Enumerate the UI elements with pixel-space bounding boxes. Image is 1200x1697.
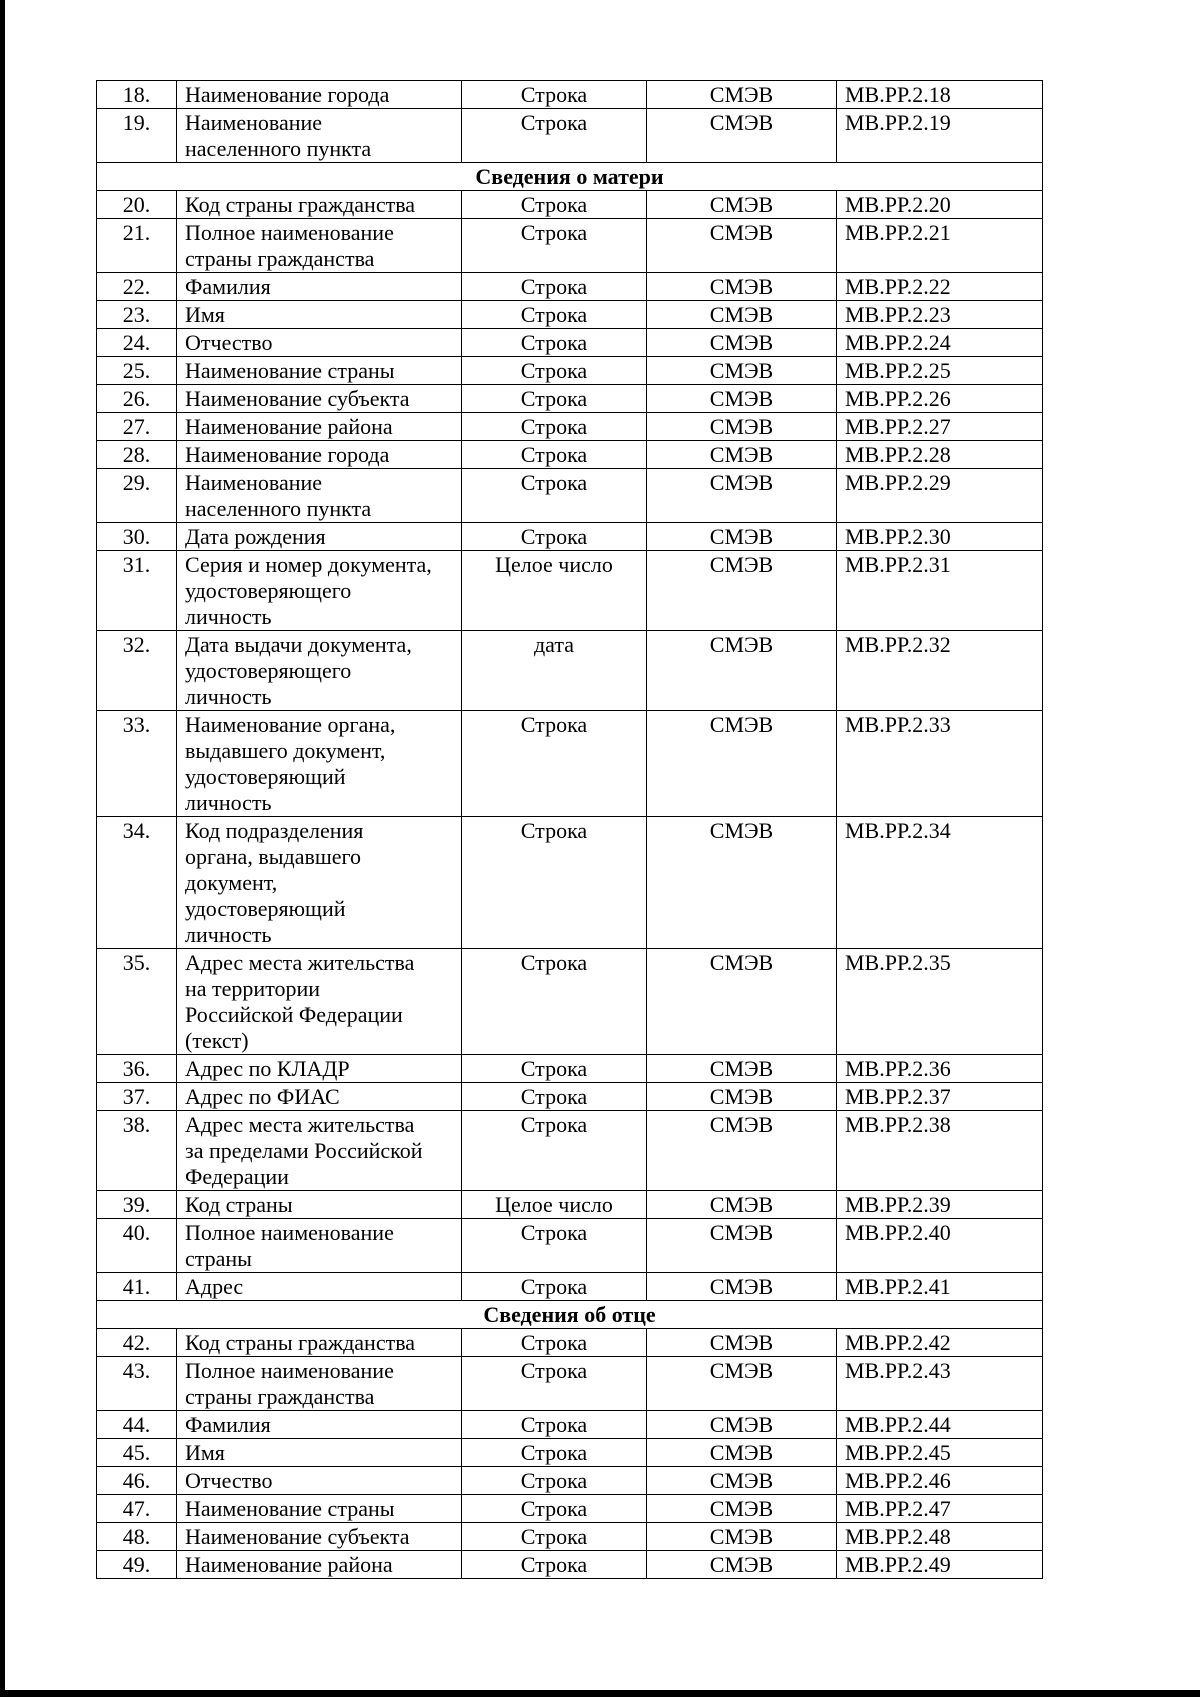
field-name-line: Федерации <box>185 1164 289 1189</box>
row-number-cell: 21. <box>97 219 177 273</box>
row-number-cell: 31. <box>97 551 177 631</box>
table-row <box>97 469 1043 523</box>
field-name-line: населенного пункта <box>185 136 372 161</box>
attribute-code-cell: MB.PP.2.27 <box>837 413 1043 441</box>
source-cell: СМЭВ <box>647 523 837 551</box>
attribute-code-cell: MB.PP.2.33 <box>837 711 1043 817</box>
data-type-cell: Строка <box>462 357 647 385</box>
scan-edge-left <box>0 0 5 1697</box>
data-type-cell: Целое число <box>462 1191 647 1219</box>
field-name-cell <box>177 1551 462 1579</box>
field-name-line: Наименование района <box>185 414 393 439</box>
row-number-cell: 34. <box>97 817 177 949</box>
field-name-line: документ, <box>185 870 278 895</box>
table-row <box>97 711 1043 817</box>
field-name-line: Наименование субъекта <box>185 1524 410 1549</box>
table-row <box>97 1439 1043 1467</box>
field-name-line: Наименование <box>185 110 323 135</box>
field-name-line: страны гражданства <box>185 1384 375 1409</box>
data-type-cell: Строка <box>462 219 647 273</box>
source-cell: СМЭВ <box>647 469 837 523</box>
row-number-cell: 46. <box>97 1467 177 1495</box>
table-row <box>97 1467 1043 1495</box>
attribute-code-cell: MB.PP.2.31 <box>837 551 1043 631</box>
table-row <box>97 631 1043 711</box>
data-type-cell: Целое число <box>462 551 647 631</box>
attribute-code-cell: MB.PP.2.29 <box>837 469 1043 523</box>
row-number-cell: 35. <box>97 949 177 1055</box>
row-number-cell: 30. <box>97 523 177 551</box>
attribute-code-cell: MB.PP.2.19 <box>837 109 1043 163</box>
data-type-cell: Строка <box>462 1523 647 1551</box>
attribute-code-cell: MB.PP.2.48 <box>837 1523 1043 1551</box>
data-type-cell: Строка <box>462 273 647 301</box>
field-name-cell <box>177 1191 462 1219</box>
source-cell: СМЭВ <box>647 301 837 329</box>
source-cell: СМЭВ <box>647 1329 837 1357</box>
field-name-cell <box>177 817 462 949</box>
source-cell: СМЭВ <box>647 1467 837 1495</box>
field-name-line: Наименование района <box>185 1552 393 1577</box>
attribute-code-cell: MB.PP.2.47 <box>837 1495 1043 1523</box>
attribute-code-cell: MB.PP.2.43 <box>837 1357 1043 1411</box>
row-number-cell: 27. <box>97 413 177 441</box>
source-cell: СМЭВ <box>647 329 837 357</box>
attribute-code-cell: MB.PP.2.35 <box>837 949 1043 1055</box>
row-number-cell: 49. <box>97 1551 177 1579</box>
field-name-cell <box>177 1523 462 1551</box>
data-type-cell: Строка <box>462 1495 647 1523</box>
row-number-cell: 26. <box>97 385 177 413</box>
field-name-cell <box>177 711 462 817</box>
field-name-line: Фамилия <box>185 1412 271 1437</box>
table-row <box>97 817 1043 949</box>
data-type-cell: Строка <box>462 1439 647 1467</box>
field-name-line: страны гражданства <box>185 246 375 271</box>
field-name-line: на территории <box>185 976 321 1001</box>
data-type-cell: Строка <box>462 949 647 1055</box>
row-number-cell: 40. <box>97 1219 177 1273</box>
row-number-cell: 23. <box>97 301 177 329</box>
data-type-cell: Строка <box>462 1551 647 1579</box>
data-type-cell: Строка <box>462 1083 647 1111</box>
data-type-cell: Строка <box>462 81 647 109</box>
field-name-cell <box>177 1055 462 1083</box>
field-name-line: Наименование страны <box>185 358 395 383</box>
table-row <box>97 1329 1043 1357</box>
field-name-line: Наименование города <box>185 442 390 467</box>
field-name-cell <box>177 357 462 385</box>
field-name-line: удостоверяющего <box>185 578 352 603</box>
field-name-cell <box>177 1357 462 1411</box>
field-name-line: личность <box>185 684 272 709</box>
table-row <box>97 1357 1043 1411</box>
field-name-line: Дата выдачи документа, <box>185 632 412 657</box>
attribute-code-cell: MB.PP.2.49 <box>837 1551 1043 1579</box>
data-type-cell: Строка <box>462 817 647 949</box>
attribute-code-cell: MB.PP.2.24 <box>837 329 1043 357</box>
field-name-cell <box>177 1111 462 1191</box>
source-cell: СМЭВ <box>647 1083 837 1111</box>
row-number-cell: 37. <box>97 1083 177 1111</box>
source-cell: СМЭВ <box>647 1219 837 1273</box>
source-cell: СМЭВ <box>647 1411 837 1439</box>
row-number-cell: 48. <box>97 1523 177 1551</box>
field-name-line: Полное наименование <box>185 1220 394 1245</box>
field-name-cell <box>177 1439 462 1467</box>
source-cell: СМЭВ <box>647 1357 837 1411</box>
data-type-cell: Строка <box>462 301 647 329</box>
field-name-cell <box>177 1495 462 1523</box>
source-cell: СМЭВ <box>647 1439 837 1467</box>
data-type-cell: дата <box>462 631 647 711</box>
scan-edge-bottom <box>0 1690 1200 1697</box>
table-row <box>97 1055 1043 1083</box>
row-number-cell: 19. <box>97 109 177 163</box>
field-name-line: Адрес <box>185 1274 244 1299</box>
data-type-cell: Строка <box>462 109 647 163</box>
row-number-cell: 33. <box>97 711 177 817</box>
field-name-line: личность <box>185 922 272 947</box>
row-number-cell: 47. <box>97 1495 177 1523</box>
table-row <box>97 329 1043 357</box>
field-name-line: Адрес места жительства <box>185 950 415 975</box>
field-name-cell <box>177 413 462 441</box>
field-name-cell <box>177 329 462 357</box>
source-cell: СМЭВ <box>647 441 837 469</box>
table-row <box>97 1273 1043 1301</box>
attribute-code-cell: MB.PP.2.44 <box>837 1411 1043 1439</box>
attribute-code-cell: MB.PP.2.45 <box>837 1439 1043 1467</box>
field-name-line: выдавшего документ, <box>185 738 386 763</box>
field-name-cell <box>177 551 462 631</box>
source-cell: СМЭВ <box>647 1551 837 1579</box>
field-name-line: Адрес по ФИАС <box>185 1084 340 1109</box>
field-name-cell <box>177 1411 462 1439</box>
attribute-code-cell: MB.PP.2.46 <box>837 1467 1043 1495</box>
field-name-line: Дата рождения <box>185 524 326 549</box>
field-name-line: Код страны <box>185 1192 293 1217</box>
attribute-code-cell: MB.PP.2.38 <box>837 1111 1043 1191</box>
table-row <box>97 441 1043 469</box>
field-name-line: Имя <box>185 302 225 327</box>
field-name-line: Полное наименование <box>185 220 394 245</box>
data-type-cell: Строка <box>462 329 647 357</box>
attribute-code-cell: MB.PP.2.30 <box>837 523 1043 551</box>
field-name-line: Код страны гражданства <box>185 1330 416 1355</box>
data-type-cell: Строка <box>462 191 647 219</box>
table-row <box>97 273 1043 301</box>
source-cell: СМЭВ <box>647 385 837 413</box>
table-row <box>97 109 1043 163</box>
row-number-cell: 43. <box>97 1357 177 1411</box>
attribute-code-cell: MB.PP.2.34 <box>837 817 1043 949</box>
source-cell: СМЭВ <box>647 109 837 163</box>
source-cell: СМЭВ <box>647 631 837 711</box>
table-row <box>97 1191 1043 1219</box>
attribute-code-cell: MB.PP.2.39 <box>837 1191 1043 1219</box>
field-name-line: Адрес места жительства <box>185 1112 415 1137</box>
field-name-cell <box>177 191 462 219</box>
attribute-code-cell: MB.PP.2.23 <box>837 301 1043 329</box>
data-type-cell: Строка <box>462 1329 647 1357</box>
section-heading: Сведения о матери <box>97 163 1043 191</box>
table-row <box>97 1111 1043 1191</box>
field-name-line: Наименование органа, <box>185 712 396 737</box>
data-type-cell: Строка <box>462 441 647 469</box>
field-name-cell <box>177 441 462 469</box>
attributes-table <box>96 80 1043 1579</box>
row-number-cell: 29. <box>97 469 177 523</box>
data-type-cell: Строка <box>462 1219 647 1273</box>
row-number-cell: 32. <box>97 631 177 711</box>
field-name-line: Наименование субъекта <box>185 386 410 411</box>
attribute-code-cell: MB.PP.2.20 <box>837 191 1043 219</box>
field-name-cell <box>177 81 462 109</box>
field-name-cell <box>177 109 462 163</box>
table-row <box>97 1523 1043 1551</box>
table-row <box>97 1411 1043 1439</box>
field-name-cell <box>177 1467 462 1495</box>
data-type-cell: Строка <box>462 413 647 441</box>
data-type-cell: Строка <box>462 1111 647 1191</box>
field-name-cell <box>177 1329 462 1357</box>
field-name-line: Код страны гражданства <box>185 192 416 217</box>
field-name-line: удостоверяющий <box>185 764 346 789</box>
data-type-cell: Строка <box>462 385 647 413</box>
field-name-line: Наименование страны <box>185 1496 395 1521</box>
row-number-cell: 24. <box>97 329 177 357</box>
row-number-cell: 41. <box>97 1273 177 1301</box>
field-name-line: Российской Федерации <box>185 1002 403 1027</box>
field-name-line: за пределами Российской <box>185 1138 423 1163</box>
field-name-line: Полное наименование <box>185 1358 394 1383</box>
attribute-code-cell: MB.PP.2.32 <box>837 631 1043 711</box>
attribute-code-cell: MB.PP.2.36 <box>837 1055 1043 1083</box>
data-type-cell: Строка <box>462 469 647 523</box>
section-header-row <box>97 1301 1043 1329</box>
table-row <box>97 81 1043 109</box>
data-type-cell: Строка <box>462 1357 647 1411</box>
attributes-table-body <box>97 81 1043 1579</box>
field-name-cell <box>177 523 462 551</box>
source-cell: СМЭВ <box>647 273 837 301</box>
attribute-code-cell: MB.PP.2.28 <box>837 441 1043 469</box>
table-row <box>97 1219 1043 1273</box>
source-cell: СМЭВ <box>647 551 837 631</box>
row-number-cell: 22. <box>97 273 177 301</box>
row-number-cell: 36. <box>97 1055 177 1083</box>
section-heading: Сведения об отце <box>97 1301 1043 1329</box>
document-page <box>96 80 1042 1579</box>
field-name-line: страны <box>185 1246 252 1271</box>
table-row <box>97 523 1043 551</box>
attribute-code-cell: MB.PP.2.21 <box>837 219 1043 273</box>
table-row <box>97 191 1043 219</box>
field-name-cell <box>177 469 462 523</box>
data-type-cell: Строка <box>462 1055 647 1083</box>
table-row <box>97 385 1043 413</box>
table-row <box>97 1083 1043 1111</box>
table-row <box>97 301 1043 329</box>
field-name-line: Адрес по КЛАДР <box>185 1056 350 1081</box>
source-cell: СМЭВ <box>647 1523 837 1551</box>
source-cell: СМЭВ <box>647 1055 837 1083</box>
source-cell: СМЭВ <box>647 711 837 817</box>
source-cell: СМЭВ <box>647 1111 837 1191</box>
table-row <box>97 219 1043 273</box>
field-name-line: Серия и номер документа, <box>185 552 432 577</box>
source-cell: СМЭВ <box>647 81 837 109</box>
field-name-cell <box>177 273 462 301</box>
field-name-line: Наименование города <box>185 82 390 107</box>
field-name-line: Отчество <box>185 1468 273 1493</box>
field-name-cell <box>177 385 462 413</box>
field-name-cell <box>177 949 462 1055</box>
source-cell: СМЭВ <box>647 219 837 273</box>
field-name-cell <box>177 219 462 273</box>
source-cell: СМЭВ <box>647 1191 837 1219</box>
table-row <box>97 1551 1043 1579</box>
field-name-cell <box>177 301 462 329</box>
field-name-line: удостоверяющего <box>185 658 352 683</box>
row-number-cell: 38. <box>97 1111 177 1191</box>
attribute-code-cell: MB.PP.2.42 <box>837 1329 1043 1357</box>
attribute-code-cell: MB.PP.2.26 <box>837 385 1043 413</box>
table-row <box>97 551 1043 631</box>
source-cell: СМЭВ <box>647 357 837 385</box>
field-name-line: населенного пункта <box>185 496 372 521</box>
table-row <box>97 949 1043 1055</box>
row-number-cell: 39. <box>97 1191 177 1219</box>
field-name-cell <box>177 631 462 711</box>
attribute-code-cell: MB.PP.2.37 <box>837 1083 1043 1111</box>
data-type-cell: Строка <box>462 1467 647 1495</box>
field-name-line: личность <box>185 790 272 815</box>
row-number-cell: 45. <box>97 1439 177 1467</box>
field-name-line: удостоверяющий <box>185 896 346 921</box>
row-number-cell: 28. <box>97 441 177 469</box>
field-name-cell <box>177 1219 462 1273</box>
field-name-line: Фамилия <box>185 274 271 299</box>
source-cell: СМЭВ <box>647 1273 837 1301</box>
attribute-code-cell: MB.PP.2.18 <box>837 81 1043 109</box>
row-number-cell: 25. <box>97 357 177 385</box>
field-name-line: Имя <box>185 1440 225 1465</box>
table-row <box>97 357 1043 385</box>
data-type-cell: Строка <box>462 711 647 817</box>
attribute-code-cell: MB.PP.2.25 <box>837 357 1043 385</box>
field-name-line: Отчество <box>185 330 273 355</box>
field-name-line: (текст) <box>185 1028 249 1053</box>
row-number-cell: 18. <box>97 81 177 109</box>
data-type-cell: Строка <box>462 1411 647 1439</box>
source-cell: СМЭВ <box>647 1495 837 1523</box>
attribute-code-cell: MB.PP.2.40 <box>837 1219 1043 1273</box>
source-cell: СМЭВ <box>647 817 837 949</box>
field-name-line: Код подразделения <box>185 818 364 843</box>
field-name-line: Наименование <box>185 470 323 495</box>
source-cell: СМЭВ <box>647 949 837 1055</box>
row-number-cell: 44. <box>97 1411 177 1439</box>
data-type-cell: Строка <box>462 1273 647 1301</box>
field-name-line: личность <box>185 604 272 629</box>
source-cell: СМЭВ <box>647 191 837 219</box>
row-number-cell: 42. <box>97 1329 177 1357</box>
section-header-row <box>97 163 1043 191</box>
source-cell: СМЭВ <box>647 413 837 441</box>
attribute-code-cell: MB.PP.2.22 <box>837 273 1043 301</box>
data-type-cell: Строка <box>462 523 647 551</box>
field-name-cell <box>177 1273 462 1301</box>
attribute-code-cell: MB.PP.2.41 <box>837 1273 1043 1301</box>
field-name-cell <box>177 1083 462 1111</box>
row-number-cell: 20. <box>97 191 177 219</box>
field-name-line: органа, выдавшего <box>185 844 362 869</box>
table-row <box>97 413 1043 441</box>
table-row <box>97 1495 1043 1523</box>
